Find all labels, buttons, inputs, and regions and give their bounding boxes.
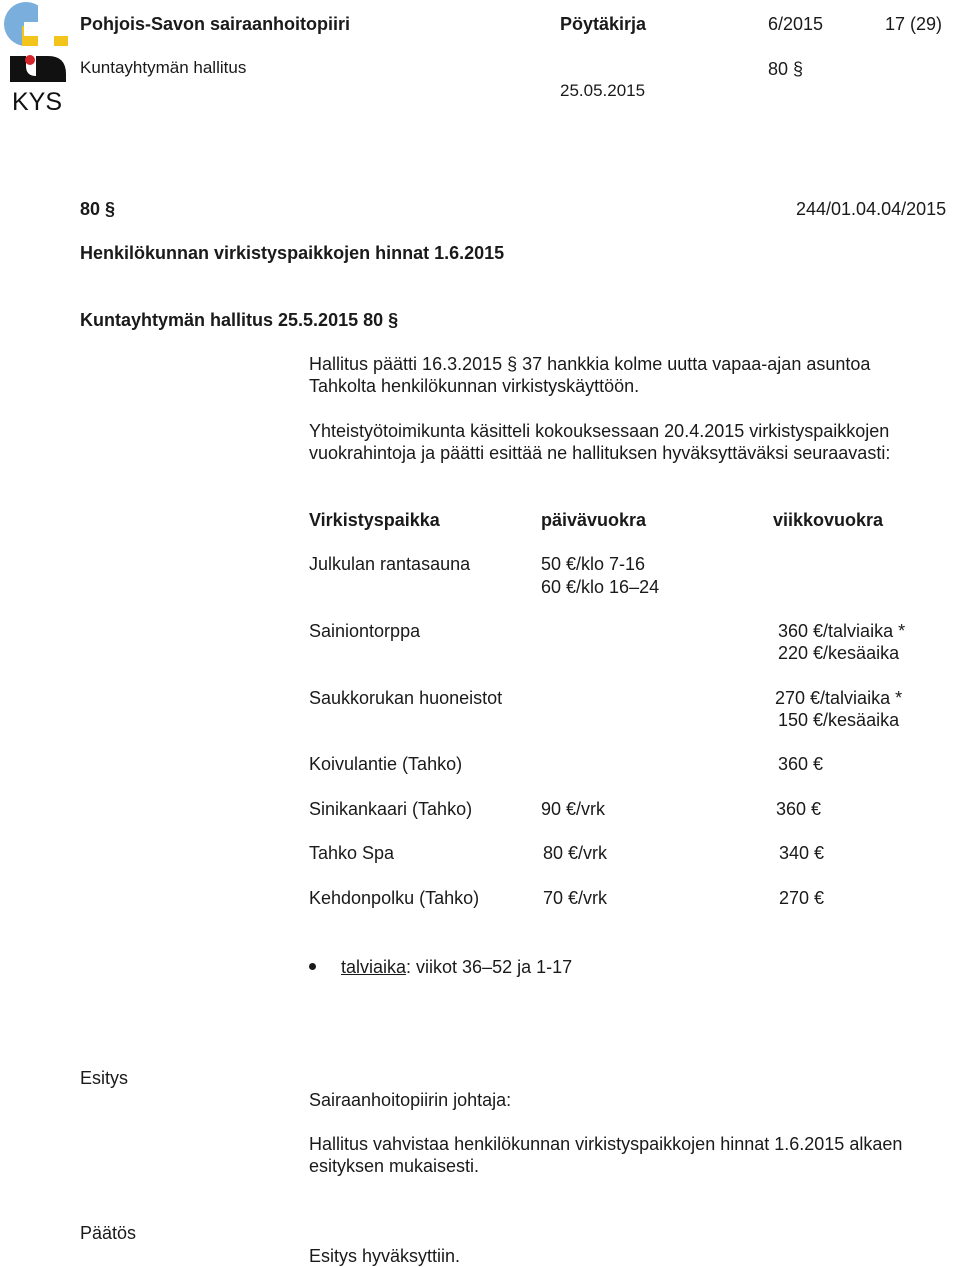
proposal-label: Esitys [80, 1068, 129, 1088]
table-row-day-price: 80 €/vrk [543, 843, 608, 863]
page-number: 17 (29) [885, 14, 943, 34]
paragraph-1-line-2: Tahkolta henkilökunnan virkistyskäyttöön. [309, 376, 640, 396]
document-number: 6/2015 [768, 14, 824, 34]
table-row-place: Julkulan rantasauna [309, 554, 471, 574]
kys-logo [0, 0, 72, 118]
table-row-day-price: 90 €/vrk [541, 799, 606, 819]
proposal-presenter: Sairaanhoitopiirin johtaja: [309, 1090, 512, 1110]
paragraph-2-line-2: vuokrahintoja ja päätti esittää ne hallituksen hyväksyttäväksi seuraavasti: [309, 443, 891, 463]
table-row-day-price: 50 €/klo 7-16 [541, 554, 646, 574]
table-row-place: Kehdonpolku (Tahko) [309, 888, 480, 908]
decision-text: Esitys hyväksyttiin. [309, 1246, 461, 1266]
proposal-text-line-1: Hallitus vahvistaa henkilökunnan virkistyspaikkojen hinnat 1.6.2015 alkaen [309, 1134, 903, 1154]
decision-label: Päätös [80, 1223, 137, 1243]
svg-text:KYS: KYS [12, 88, 63, 116]
table-row-place: Koivulantie (Tahko) [309, 754, 463, 774]
paragraph-2-line-1: Yhteistyötoimikunta käsitteli kokouksessaan 20.4.2015 virkistyspaikkojen [309, 421, 890, 441]
table-row-week-price: 360 € [776, 799, 822, 819]
table-row-week-price: 360 € [778, 754, 824, 774]
table-row-week-price: 340 € [779, 843, 825, 863]
organization-name: Pohjois-Savon sairaanhoitopiiri [80, 14, 351, 34]
paragraph-1-line-1: Hallitus päätti 16.3.2015 § 37 hankkia kolme uutta vapaa-ajan asuntoa [309, 354, 871, 374]
note-text: : viikot 36–52 ja 1-17 [406, 957, 573, 977]
header-section: 80 § [768, 59, 804, 79]
table-row-week-price: 220 €/kesäaika [778, 643, 900, 663]
table-row-place: Sinikankaari (Tahko) [309, 799, 473, 819]
table-row-week-price: 360 €/talviaika * [778, 621, 906, 641]
document-type: Pöytäkirja [560, 14, 647, 34]
table-row-day-price: 70 €/vrk [543, 888, 608, 908]
meeting-date: 25.05.2015 [560, 81, 646, 100]
meeting-reference: Kuntayhtymän hallitus 25.5.2015 80 § [80, 310, 399, 330]
board-name: Kuntayhtymän hallitus [80, 58, 247, 77]
table-row-week-price: 150 €/kesäaika [778, 710, 900, 730]
case-title: Henkilökunnan virkistyspaikkojen hinnat 1.6.2015 [80, 243, 505, 263]
table-row-week-price: 270 € [779, 888, 825, 908]
bullet-icon [309, 963, 316, 970]
note-item [341, 956, 572, 978]
table-row-day-price: 60 €/klo 16–24 [541, 577, 660, 597]
proposal-text-line-2: esityksen mukaisesti. [309, 1156, 480, 1176]
diary-number: 244/01.04.04/2015 [796, 199, 947, 219]
table-header-day: päivävuokra [541, 510, 647, 530]
table-row-place: Saukkorukan huoneistot [309, 688, 503, 708]
note-term: talviaika [341, 957, 407, 977]
table-row-place: Sainiontorppa [309, 621, 421, 641]
table-header-place: Virkistyspaikka [309, 510, 440, 530]
case-section: 80 § [80, 199, 116, 219]
table-header-week: viikkovuokra [773, 510, 884, 530]
table-row-week-price: 270 €/talviaika * [775, 688, 903, 708]
table-row-place: Tahko Spa [309, 843, 395, 863]
